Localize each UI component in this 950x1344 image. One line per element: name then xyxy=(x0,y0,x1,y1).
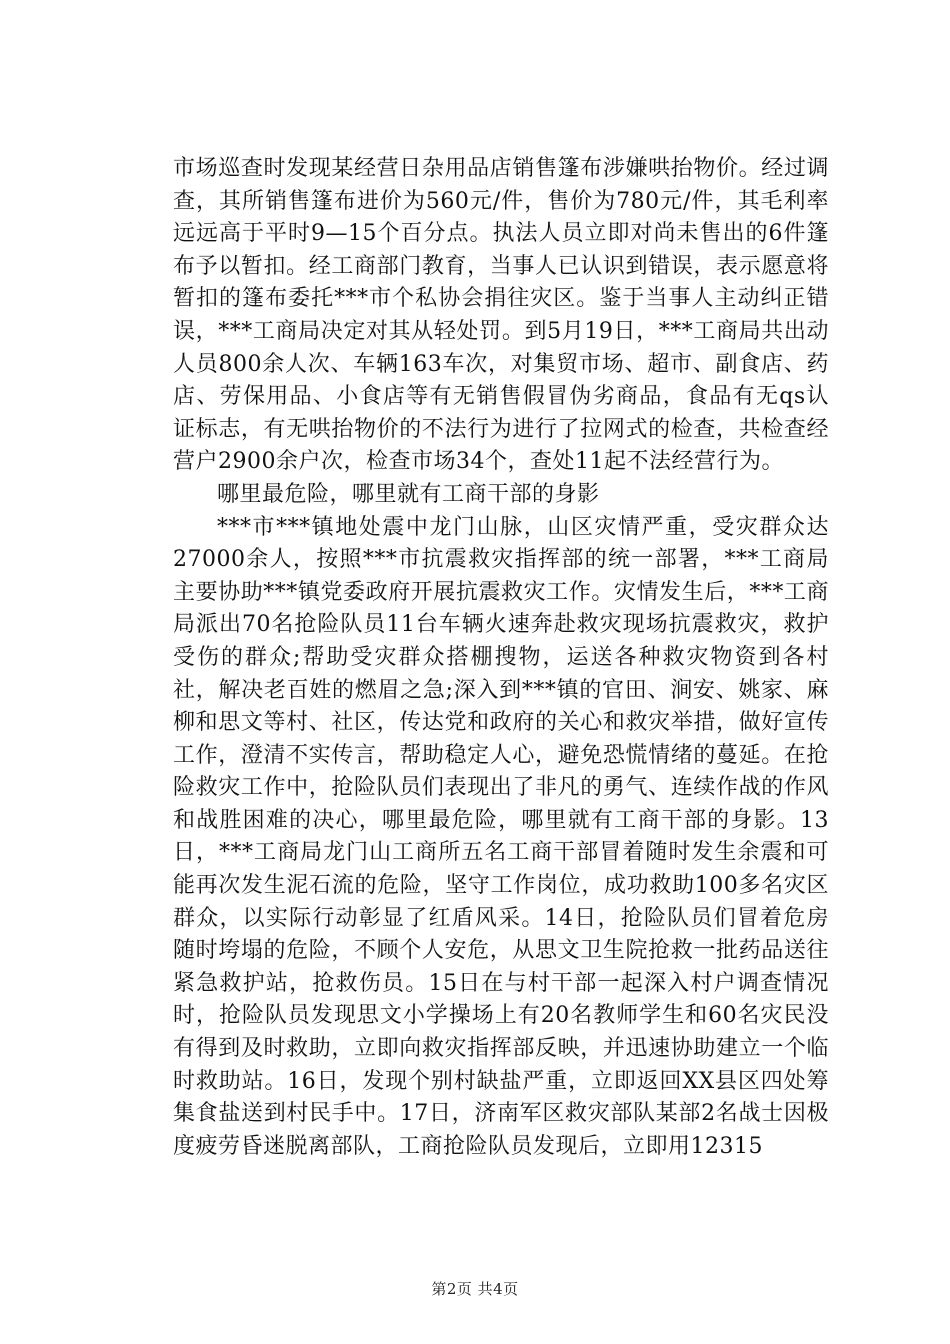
page-footer: 第2页 共4页 xyxy=(431,1280,519,1298)
section-heading: 哪里最危险，哪里就有工商干部的身影 xyxy=(217,481,600,507)
body-paragraph-2: ***市***镇地处震中龙门山脉，山区灾情严重，受灾群众达27000余人，按照***市抗震救灾指挥部的统一部署，***工商局主要协助***镇党委政府开展抗震救灾工作。灾情发生后，***工商局派出70名抢险队员11台车辆火速奔赴救灾现场抗震救灾，救护受伤的群众;帮助受灾群众搭棚搜物，运送各种救灾物资到各村社，解决老百姓的燃眉之急;深入到***镇的官田、涧安、姚家、麻柳和思文等村、社区，传达党和政府的关心和救灾举措，做好宣传工作，澄清不实传言，帮助稳定人心，避免恐慌情绪的蔓延。在抢险救灾工作中，抢险队员们表现出了非凡的勇气、连续作战的作风和战胜困难的决心，哪里最危险，哪里就有工商干部的身影。13日，***工商局龙门山工商所五名工商干部冒着随时发生余震和可能再次发生泥石流的危险，坚守工作岗位，成功救助100多名灾区群众，以实际行动彰显了红盾风采。14日，抢险队员们冒着危房随时垮塌的危险，不顾个人安危，从思文卫生院抢救一批药品送往紧急救护站，抢救伤员。15日在与村干部一起深入村户调查情况时，抢险队员发现思文小学操场上有20名教师学生和60名灾民没有得到及时救助，立即向救灾指挥部反映，并迅速协助建立一个临时救助站。16日，发现个别村缺盐严重，立即返回XX县区四处筹集食盐送到村民手中。17日，济南军区救灾部队某部2名战士因极度疲劳昏迷脱离部队，工商抢险队员发现后，立即用12315 xyxy=(173,514,829,1159)
document-body xyxy=(173,153,829,1163)
body-paragraph-1: 市场巡查时发现某经营日杂用品店销售篷布涉嫌哄抬物价。经过调查，其所销售篷布进价为560元/件，售价为780元/件，其毛利率远远高于平时9—15个百分点。执法人员立即对尚未售出的6件篷布予以暂扣。经工商部门教育，当事人已认识到错误，表示愿意将暂扣的篷布委托***市个私协会捐往灾区。鉴于当事人主动纠正错误，***工商局决定对其从轻处罚。到5月19日，***工商局共出动人员800余人次、车辆163车次，对集贸市场、超市、副食店、药店、劳保用品、小食店等有无销售假冒伪劣商品，食品有无qs认证标志，有无哄抬物价的不法行为进行了拉网式的检查，共检查经营户2900余户次，检查市场34个，查处11起不法经营行为。 xyxy=(173,156,829,475)
